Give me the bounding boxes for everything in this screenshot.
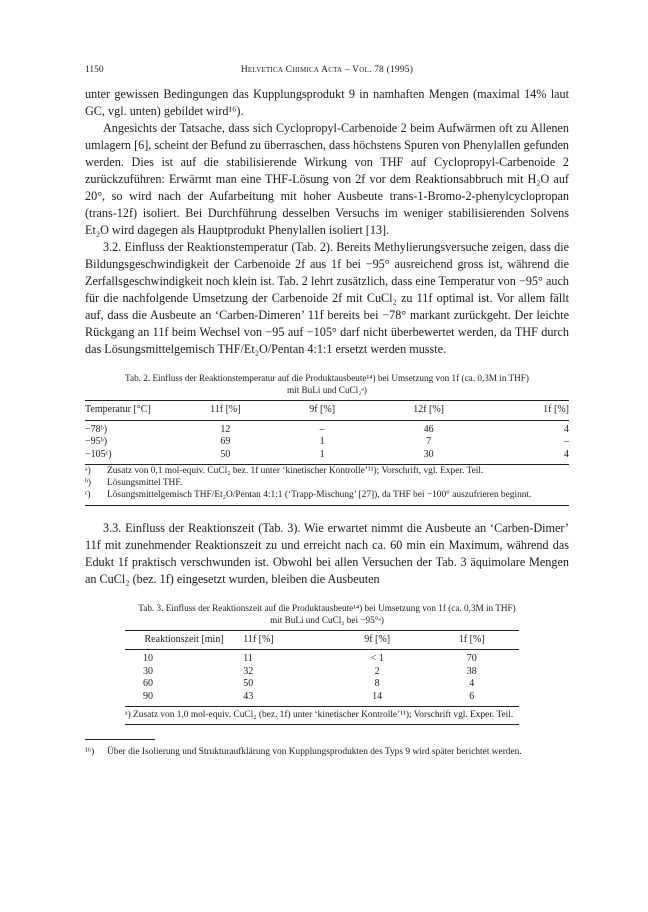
paragraph-3: 3.2. Einfluss der Reaktionstemperatur (Tab. 2). Bereits Methylierungsversuche zeigen, dass die Bildungsgeschwindigkeit der Carbenoide 2f aus 1f bei −95° ausreichend gross ist, während die Zerfallsgeschwindigkeit noch klein ist. Tab. 2 lehrt zusätzlich, dass eine Temperatur von −95° auch für die nachfolgende Umsetzung der Carbenoide 2f mit CuCl₂ zu 11f optimal ist. Vor allem fällt auf, dass die Ausbeute an ‘Carben-Dimeren’ 11f bereits bei −78° markant zurückgeht. Der leichte Rückgang an 11f beim Wechsel von −95 auf −105° darf nicht überbewertet werden, da THF durch das Lösungsmittelgemisch THF/Et₂O/Pentan 4:1:1 ersetzt werden musste. xyxy=(85,240,569,356)
table-cell: 10 xyxy=(143,653,153,665)
table-cell: 30 xyxy=(423,448,434,460)
table-cell: 43 xyxy=(243,690,254,702)
table-cell: −105ᶜ) xyxy=(85,448,112,460)
table-cell: 50 xyxy=(243,678,254,690)
table2-header-cell: 11f [%] xyxy=(182,401,269,421)
table-cell: −95ᵇ) xyxy=(85,436,108,447)
table-cell: 70 xyxy=(466,653,477,665)
table3-wrapper xyxy=(125,630,519,726)
journal-title: Helvetica Chimica Acta – Vol. 78 (1995) xyxy=(240,65,414,75)
table-cell: – xyxy=(319,423,325,435)
table-row xyxy=(85,420,569,436)
table-row xyxy=(125,650,519,666)
table-cell: 69 xyxy=(220,436,231,447)
table2-footnote xyxy=(85,465,569,477)
table-cell: 46 xyxy=(423,423,434,435)
table3-caption-line1: Tab. 3. Einfluss der Reaktionszeit auf die Produktausbeute¹⁴) bei Umsetzung von 1f (ca. 0,3M in THF) xyxy=(138,602,516,613)
footnote-text: Lösungsmittel THF. xyxy=(107,478,183,489)
table-cell: 50 xyxy=(220,448,231,460)
table3-header-cell: 9f [%] xyxy=(330,630,425,650)
paragraph-2: Angesichts der Tatsache, dass sich Cyclopropyl-Carbenoide 2 beim Aufwärmen oft zu Allenen umlagern [6], scheint der Befund zu überraschen, dass höchstens Spuren von Phenylallen gefunden werden. Dies ist auf die stabilisierende Wirkung von THF auf Cyclopropyl-Carbenoide 2 zurückzuführen: Erwärmt man eine THF-Lösung von 2f vor dem Reaktionsabbruch mit H₂O auf 20°, so wird nach der Aufarbeitung mit hoher Ausbeute trans-1-Bromo-2-phenylcyclopropan (trans-12f) isoliert. Bei Durchführung desselben Versuchs im weniger stabilisierenden Solvens Et₂O wird dagegen als Hauptprodukt Phenylallen isoliert [13]. xyxy=(85,121,569,237)
table-row xyxy=(85,449,569,465)
table-cell: 4 xyxy=(564,423,569,435)
table3-header-row xyxy=(125,630,519,650)
table2 xyxy=(85,400,569,465)
table-cell: 90 xyxy=(143,690,153,702)
table3-footnote: ᵃ) Zusatz von 1,0 mol-equiv. CuCl₂ (bez. 1f) unter ‘kinetischer Kontrolle’¹¹); Vorschrift vgl. Exper. Teil. xyxy=(125,707,519,725)
table2-header-cell: 1f [%] xyxy=(482,401,569,421)
table-cell: 1 xyxy=(319,436,325,447)
footnote-text: Über die Isolierung und Strukturaufklärung von Kupplungsprodukten des Typs 9 wird später berichtet werden. xyxy=(107,747,522,758)
table2-caption xyxy=(85,372,569,396)
paragraph-1: unter gewissen Bedingungen das Kupplungsprodukt 9 in namhaften Mengen (maximal 14% laut GC, vgl. unten) gebildet wird¹⁶). xyxy=(85,87,569,118)
table2-header-cell: 9f [%] xyxy=(269,401,375,421)
table3-header-cell: 1f [%] xyxy=(424,630,519,650)
table-cell: 1 xyxy=(319,448,325,460)
table3-header-cell: Reaktionszeit [min] xyxy=(125,630,243,650)
footnote-mark: ᵃ) xyxy=(85,466,91,476)
table-cell: 14 xyxy=(372,690,383,702)
paragraph-4: 3.3. Einfluss der Reaktionszeit (Tab. 3). Wie erwartet nimmt die Ausbeute an ‘Carben-Dimer’ 11f mit zunehmender Reaktionszeit zu und erreicht nach ca. 60 min ein Maximum, während das Edukt 1f praktisch verschwunden ist. Obwohl bei allen Versuchen der Tab. 3 äquimolare Mengen an CuCl₂ (bez. 1f) eingesetzt wurden, bleiben die Ausbeuten xyxy=(85,520,569,586)
table-cell: 11 xyxy=(243,653,253,665)
page xyxy=(85,64,569,759)
table2-header-cell: 12f [%] xyxy=(375,401,481,421)
footnote-divider xyxy=(85,739,155,740)
table3-caption xyxy=(85,602,569,626)
table3-caption-line2: mit BuLi und CuCl₂ bei −95°ᵃ) xyxy=(270,614,384,625)
table3-header-cell: 11f [%] xyxy=(243,630,330,650)
table-cell: – xyxy=(564,436,569,447)
footnote-text: Zusatz von 0,1 mol-equiv. CuCl₂ bez. 1f unter ‘kinetischer Kontrolle’¹¹); Vorschrift, vgl. Exper. Teil. xyxy=(107,466,484,476)
table-cell: −78ᵇ) xyxy=(85,423,108,435)
table-row xyxy=(125,666,519,679)
table-cell: 4 xyxy=(564,448,569,460)
table-cell: 2 xyxy=(374,665,380,677)
footnote-mark: ᶜ) xyxy=(85,490,91,501)
table-cell: 60 xyxy=(143,678,153,690)
footnote-text: Lösungsmittelgemisch THF/Et₂O/Pentan 4:1:1 (‘Trapp-Mischung’ [27]), da THF bei −100° auszufrieren beginnt. xyxy=(107,490,532,501)
table2-header-row xyxy=(85,401,569,421)
table2-footnote xyxy=(85,489,569,501)
table-cell: < 1 xyxy=(370,653,384,665)
table2-caption-line1: Tab. 2. Einfluss der Reaktionstemperatur auf die Produktausbeute¹⁴) bei Umsetzung von 1f (ca. 0,3M in THF) xyxy=(125,373,529,383)
table2-footnotes xyxy=(85,465,569,506)
table-cell: 32 xyxy=(243,665,254,677)
table-row xyxy=(125,691,519,707)
table-cell: 6 xyxy=(469,690,475,702)
footnote-mark: ¹⁶) xyxy=(85,747,95,758)
table-cell: 7 xyxy=(426,436,432,447)
table-row xyxy=(85,436,569,449)
table-cell: 30 xyxy=(143,665,153,677)
table-row xyxy=(125,678,519,691)
table2-footnote xyxy=(85,477,569,489)
footnote-mark: ᵇ) xyxy=(85,478,92,489)
table2-header-cell: Temperatur [°C] xyxy=(85,401,182,421)
table-cell: 4 xyxy=(469,678,475,690)
table-cell: 12 xyxy=(220,423,231,435)
running-header xyxy=(85,64,569,76)
page-number: 1150 xyxy=(85,65,104,75)
table2-caption-line2: mit BuLi und CuCl₂ᵃ) xyxy=(287,385,367,395)
table3 xyxy=(125,630,519,708)
page-footnote xyxy=(85,746,569,758)
table-cell: 38 xyxy=(466,665,477,677)
table-cell: 8 xyxy=(374,678,380,690)
